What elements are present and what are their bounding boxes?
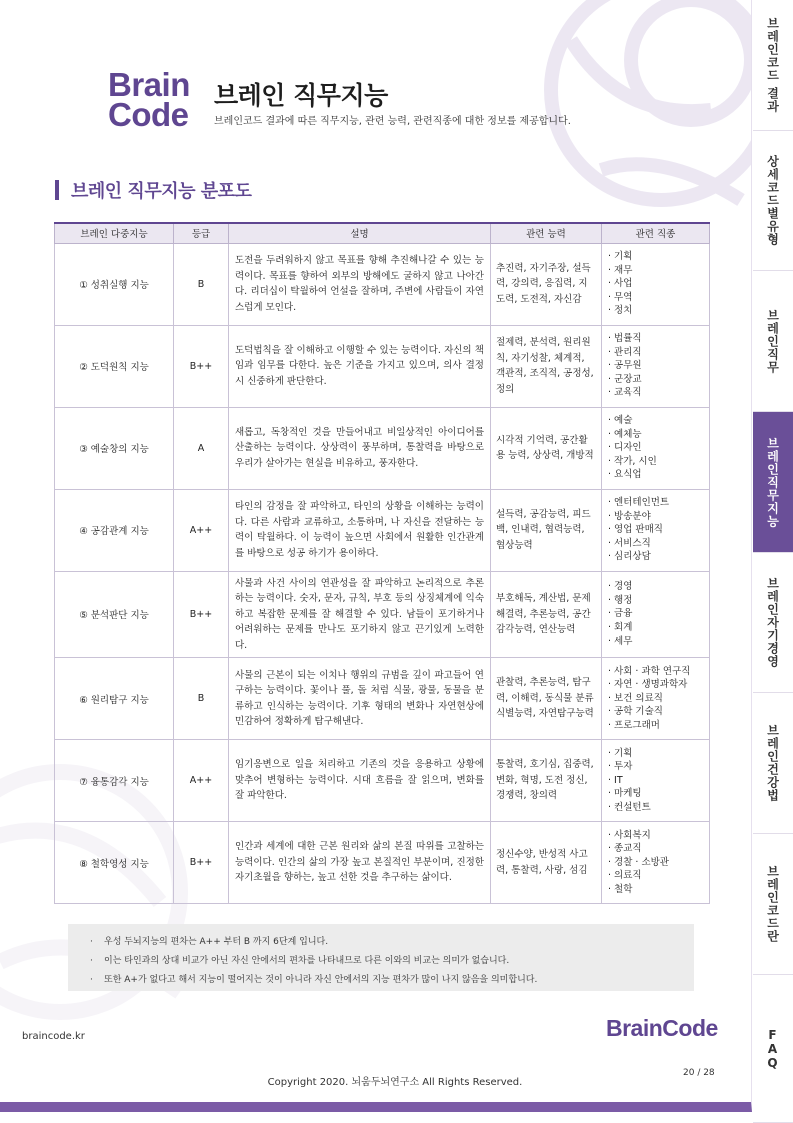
related-ability-cell: 시각적 기억력, 공간활용 능력, 상상력, 개방적: [491, 407, 602, 489]
intelligence-name-cell: ⑤ 분석판단 지능: [55, 571, 174, 658]
side-tab-label: 상세코드별유형: [765, 155, 780, 246]
related-jobs-cell: [602, 243, 710, 325]
page-subtitle: 브레인코드 결과에 따른 직무지능, 관련 능력, 관련직종에 대한 정보를 제공합니다.: [214, 116, 571, 127]
job-item: · 회계: [608, 622, 633, 634]
intelligence-table: [54, 222, 710, 904]
logo-word-code: Code: [108, 96, 189, 133]
job-item: · 예체능: [608, 428, 642, 440]
table-header-row: [55, 223, 710, 243]
job-item: · 경영: [608, 581, 633, 593]
job-item: · 세무: [608, 635, 633, 647]
description-cell: 임기응변으로 일을 처리하고 기존의 것을 응용하고 상황에 맞추어 변형하는 능력이다. 시대 흐름을 잘 읽으며, 변화를 잘 파악한다.: [229, 740, 491, 822]
table-row: [55, 407, 710, 489]
job-item: · 사업: [608, 278, 633, 290]
website-link[interactable]: braincode.kr: [22, 1031, 85, 1042]
job-item: · 서비스직: [608, 537, 651, 549]
description-cell: 인간과 세계에 대한 근본 원리와 삶의 본질 따위를 고찰하는 능력이다. 인간의 삶의 가장 높고 본질적인 부분이며, 진정한 자기초월을 향하는, 높고 선한 것을 추구하는 삶이다.: [229, 822, 491, 904]
grade-cell: B++: [174, 325, 229, 407]
description-cell: 새롭고, 독창적인 것을 만들어내고 비일상적인 아이디어를 산출하는 능력이다. 상상력이 풍부하며, 통찰력을 바탕으로 우리가 살아가는 현실을 비유하고, 풍자한다.: [229, 407, 491, 489]
side-tab-label: 브레인건강법: [765, 724, 780, 802]
header-description: 설명: [229, 223, 491, 243]
related-ability-cell: 절제력, 분석력, 원리원칙, 자기성찰, 체계적, 객관적, 조직적, 공정성, 정의: [491, 325, 602, 407]
job-item: · 재무: [608, 264, 633, 276]
description-cell: 도덕법칙을 잘 이해하고 이행할 수 있는 능력이다. 자신의 책임과 임무를 다한다. 높은 기준을 가지고 있으며, 의사 결정시 신중하게 판단한다.: [229, 325, 491, 407]
note-text: 이는 타인과의 상대 비교가 아닌 자신 안에서의 편차를 나타내므로 다른 이와의 비교는 의미가 없습니다.: [104, 956, 510, 966]
intelligence-name-cell: ⑦ 융통감각 지능: [55, 740, 174, 822]
description-cell: 사물의 근본이 되는 이치나 행위의 규범을 깊이 파고들어 연구하는 능력이다. 꽃이나 풀, 돌 처럼 식물, 광물, 동물을 분류하고 인식하는 능력이다. 기후 형태의 변화나 자연현상에 민감하여 정확하게 탐구해낸다.: [229, 658, 491, 740]
table-row: [55, 243, 710, 325]
job-item: · 사회 · 과학 연구직: [608, 665, 691, 677]
related-jobs-cell: [602, 571, 710, 658]
job-item: · 요식업: [608, 469, 642, 481]
note-text: 또한 A+가 없다고 해서 지능이 떨어지는 것이 아니라 자신 안에서의 지능 편차가 많이 나지 않음을 의미합니다.: [104, 975, 538, 985]
header-grade: 등급: [174, 223, 229, 243]
related-ability-cell: 설득력, 공감능력, 피드백, 인내력, 협력능력, 협상능력: [491, 489, 602, 571]
header-related-ability: 관련 능력: [491, 223, 602, 243]
job-item: · 마케팅: [608, 788, 642, 800]
side-tab-6[interactable]: [753, 693, 793, 834]
related-ability-cell: 통찰력, 호기심, 집중력, 변화, 혁명, 도전 정신, 경쟁력, 창의력: [491, 740, 602, 822]
related-ability-cell: 정신수양, 반성적 사고력, 통찰력, 사랑, 섬김: [491, 822, 602, 904]
job-item: · 프로그래머: [608, 719, 660, 731]
description-cell: 도전을 두려워하지 않고 목표를 향해 추진해나갈 수 있는 능력이다. 목표를 향하여 외부의 방해에도 굴하지 않고 나아간다. 리더십이 탁월하여 언설을 잘하며, 주변에 사람들이 자연스럽게 모인다.: [229, 243, 491, 325]
job-item: · 투자: [608, 761, 633, 773]
grade-cell: A++: [174, 740, 229, 822]
job-item: · 정치: [608, 305, 633, 317]
job-item: · 경찰 · 소방관: [608, 856, 669, 868]
intelligence-name-cell: ③ 예술창의 지능: [55, 407, 174, 489]
job-item: · 심리상담: [608, 551, 651, 563]
side-tab-label: 브레인직무: [765, 308, 780, 374]
job-item: · 자연 · 생명과학자: [608, 679, 688, 691]
side-tab-label: 브레인자기경영: [765, 577, 780, 668]
job-item: · 영업 판매직: [608, 524, 663, 536]
side-tab-7[interactable]: [753, 834, 793, 975]
job-item: · 종교직: [608, 843, 642, 855]
footer-logo: BrainCode: [606, 1015, 718, 1041]
grade-cell: A++: [174, 489, 229, 571]
grade-cell: B++: [174, 571, 229, 658]
grade-cell: A: [174, 407, 229, 489]
job-item: · 방송분야: [608, 510, 651, 522]
intelligence-name-cell: ⑧ 철학영성 지능: [55, 822, 174, 904]
job-item: · 작가, 시인: [608, 455, 657, 467]
job-item: · 공학 기술직: [608, 706, 663, 718]
side-tab-3[interactable]: [753, 271, 793, 412]
section-heading: [55, 178, 251, 202]
notes-box: [68, 924, 694, 991]
related-jobs-cell: [602, 658, 710, 740]
job-item: · 기획: [608, 747, 633, 759]
copyright-text: Copyright 2020. 뇌움두뇌연구소 All Rights Reserved.: [267, 1077, 523, 1088]
related-jobs-cell: [602, 325, 710, 407]
related-jobs-cell: [602, 740, 710, 822]
table-row: [55, 325, 710, 407]
intelligence-name-cell: ① 성취실행 지능: [55, 243, 174, 325]
section-marker: [55, 180, 59, 200]
related-ability-cell: 관찰력, 추론능력, 탐구력, 이해력, 동식물 분류식별능력, 자연탐구능력: [491, 658, 602, 740]
job-item: · 철학: [608, 883, 633, 895]
job-item: · 기획: [608, 251, 633, 263]
job-item: · 행정: [608, 594, 633, 606]
braincode-logo: [108, 66, 203, 133]
job-item: · 사회복지: [608, 829, 651, 841]
page-title: 브레인 직무지능: [214, 81, 388, 110]
job-item: · 공무원: [608, 360, 642, 372]
intelligence-name-cell: ⑥ 원리탐구 지능: [55, 658, 174, 740]
job-item: · 법률직: [608, 333, 642, 345]
table-row: [55, 489, 710, 571]
note-item: [90, 952, 694, 971]
note-bullet: ·: [90, 956, 93, 966]
note-bullet: ·: [90, 937, 93, 947]
side-tab-2[interactable]: [753, 131, 793, 271]
description-cell: 타인의 감정을 잘 파악하고, 타인의 상황을 이해하는 능력이다. 다른 사람과 교류하고, 소통하며, 나 자신을 전달하는 능력이 탁월하다. 이 능력이 높으면 사회에서 원활한 인간관계를 바탕으로 성공 하기가 용이하다.: [229, 489, 491, 571]
note-item: [90, 933, 694, 952]
table-row: [55, 740, 710, 822]
side-navigation: [753, 0, 793, 1123]
related-jobs-cell: [602, 489, 710, 571]
table-row: [55, 658, 710, 740]
section-title: 브레인 직무지능 분포도: [71, 181, 252, 202]
job-item: · 디자인: [608, 442, 642, 454]
job-item: · 금융: [608, 608, 633, 620]
job-item: · 보건 의료직: [608, 692, 663, 704]
job-item: · IT: [608, 774, 623, 786]
table-row: [55, 822, 710, 904]
grade-cell: B++: [174, 822, 229, 904]
side-tab-5[interactable]: [753, 553, 793, 693]
intelligence-name-cell: ④ 공감관계 지능: [55, 489, 174, 571]
side-tab-8[interactable]: [753, 975, 793, 1123]
page-number: 20 / 28: [683, 1068, 715, 1078]
description-cell: 사물과 사건 사이의 연관성을 잘 파악하고 논리적으로 추론하는 능력이다. 숫자, 문자, 규칙, 부호 등의 상징체계에 익숙하고 복잡한 문제를 잘 해결할 수 있다. 남들이 포기하거나 어려워하는 문제를 만나도 포기하지 않고 끈기있게 노력한다.: [229, 571, 491, 658]
side-tab-1[interactable]: [753, 0, 793, 131]
side-tab-4[interactable]: [753, 412, 793, 553]
side-tab-label: 브레인코드 결과: [765, 16, 780, 114]
grade-cell: B: [174, 658, 229, 740]
job-item: · 무역: [608, 291, 633, 303]
side-tab-label: 브레인코드란: [765, 865, 780, 943]
note-bullet: ·: [90, 975, 93, 985]
job-item: · 관리직: [608, 346, 642, 358]
job-item: · 군장교: [608, 373, 642, 385]
note-item: [90, 971, 694, 990]
header-intelligence: 브레인 다중지능: [55, 223, 174, 243]
page-header: [108, 66, 728, 140]
job-item: · 예술: [608, 415, 633, 427]
table-row: [55, 571, 710, 658]
intelligence-name-cell: ② 도덕원칙 지능: [55, 325, 174, 407]
header-related-jobs: 관련 직종: [602, 223, 710, 243]
side-tab-label: FAQ: [767, 1027, 779, 1070]
note-text: 우성 두뇌지능의 편차는 A++ 부터 B 까지 6단계 입니다.: [104, 937, 329, 947]
job-item: · 엔터테인먼트: [608, 497, 670, 509]
logo-word-brain: Brain: [108, 66, 190, 103]
job-item: · 교육직: [608, 387, 642, 399]
related-jobs-cell: [602, 407, 710, 489]
related-ability-cell: 부호해독, 계산법, 문제해결력, 추론능력, 공간감각능력, 연산능력: [491, 571, 602, 658]
job-item: · 컨설턴트: [608, 801, 651, 813]
related-ability-cell: 추진력, 자기주장, 설득력, 강의력, 응집력, 지도력, 도전적, 자신감: [491, 243, 602, 325]
grade-cell: B: [174, 243, 229, 325]
related-jobs-cell: [602, 822, 710, 904]
side-tab-label: 브레인직무지능: [765, 436, 780, 528]
job-item: · 의료직: [608, 870, 642, 882]
